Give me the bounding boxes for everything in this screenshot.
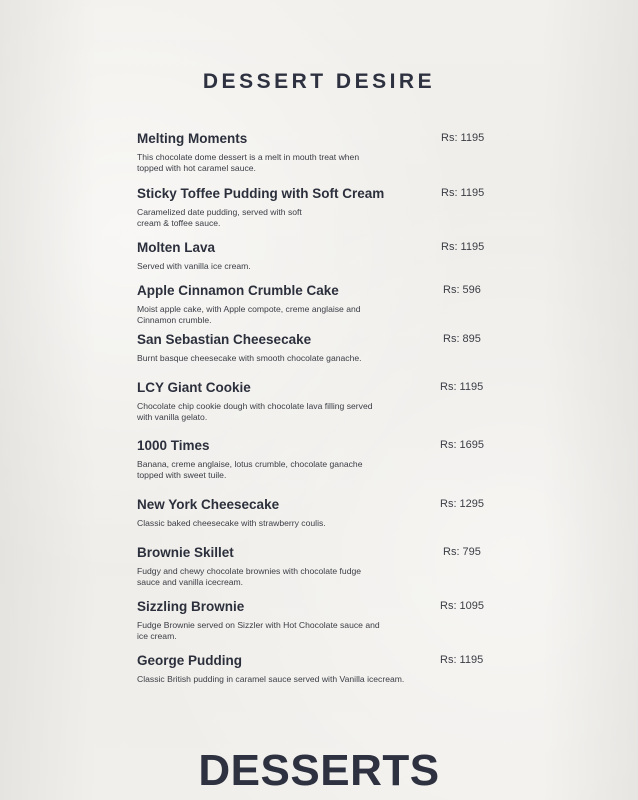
menu-item [137,283,497,326]
item-name: Sticky Toffee Pudding with Soft Cream [137,186,385,201]
item-price: Rs: 1195 [440,381,484,393]
item-price: Rs: 1295 [440,498,485,510]
item-name: Apple Cinnamon Crumble Cake [137,283,339,298]
menu-item [137,131,497,174]
item-description: Fudgy and chewy chocolate brownies with chocolate fudge sauce and vanilla icecream. [137,566,362,587]
paper-edge-shading [0,0,95,800]
item-price: Rs: 1195 [441,132,485,144]
menu-title: DESSERT DESIRE [202,70,436,93]
menu-item [137,599,497,642]
item-price: Rs: 1195 [441,187,485,199]
item-description: Caramelized date pudding, served with soft cream & toffee sauce. [137,207,302,228]
item-description: Fudge Brownie served on Sizzler with Hot Chocolate sauce and ice cream. [137,620,380,641]
item-price: Rs: 596 [443,284,481,296]
item-price: Rs: 1195 [441,241,485,253]
item-price: Rs: 795 [443,546,481,558]
menu-item [137,240,497,272]
item-description: Served with vanilla ice cream. [137,261,251,271]
item-name: Brownie Skillet [137,545,234,560]
item-name: LCY Giant Cookie [137,380,251,395]
item-name: San Sebastian Cheesecake [137,332,312,347]
item-description: Classic British pudding in caramel sauce served with Vanilla icecream. [137,674,405,684]
menu-item [137,438,497,481]
item-name: Molten Lava [137,240,216,255]
item-description: Burnt basque cheesecake with smooth chocolate ganache. [137,353,362,363]
item-name: Melting Moments [137,131,248,146]
item-price: Rs: 1095 [440,600,485,612]
menu-item [137,545,497,588]
menu-item [137,380,497,423]
item-description: Chocolate chip cookie dough with chocolate lava filling served with vanilla gelato. [137,401,373,422]
item-name: George Pudding [137,653,243,668]
item-name: New York Cheesecake [137,497,280,512]
item-description: Moist apple cake, with Apple compote, creme anglaise and Cinnamon crumble. [137,304,361,325]
item-description: This chocolate dome dessert is a melt in mouth treat when topped with hot caramel sauce. [137,152,360,173]
item-price: Rs: 1695 [440,439,485,451]
item-description: Classic baked cheesecake with strawberry coulis. [137,518,326,528]
menu-item [137,653,497,685]
menu-item [137,332,497,364]
item-price: Rs: 1195 [440,654,484,666]
item-price: Rs: 895 [443,333,481,345]
menu-item [137,186,497,229]
footer-heading: DESSERTS [198,746,440,795]
item-name: 1000 Times [137,438,210,453]
item-description: Banana, creme anglaise, lotus crumble, chocolate ganache topped with sweet tuile. [137,459,363,480]
paper-edge-shading [543,0,638,800]
menu-item [137,497,497,529]
item-name: Sizzling Brownie [137,599,245,614]
